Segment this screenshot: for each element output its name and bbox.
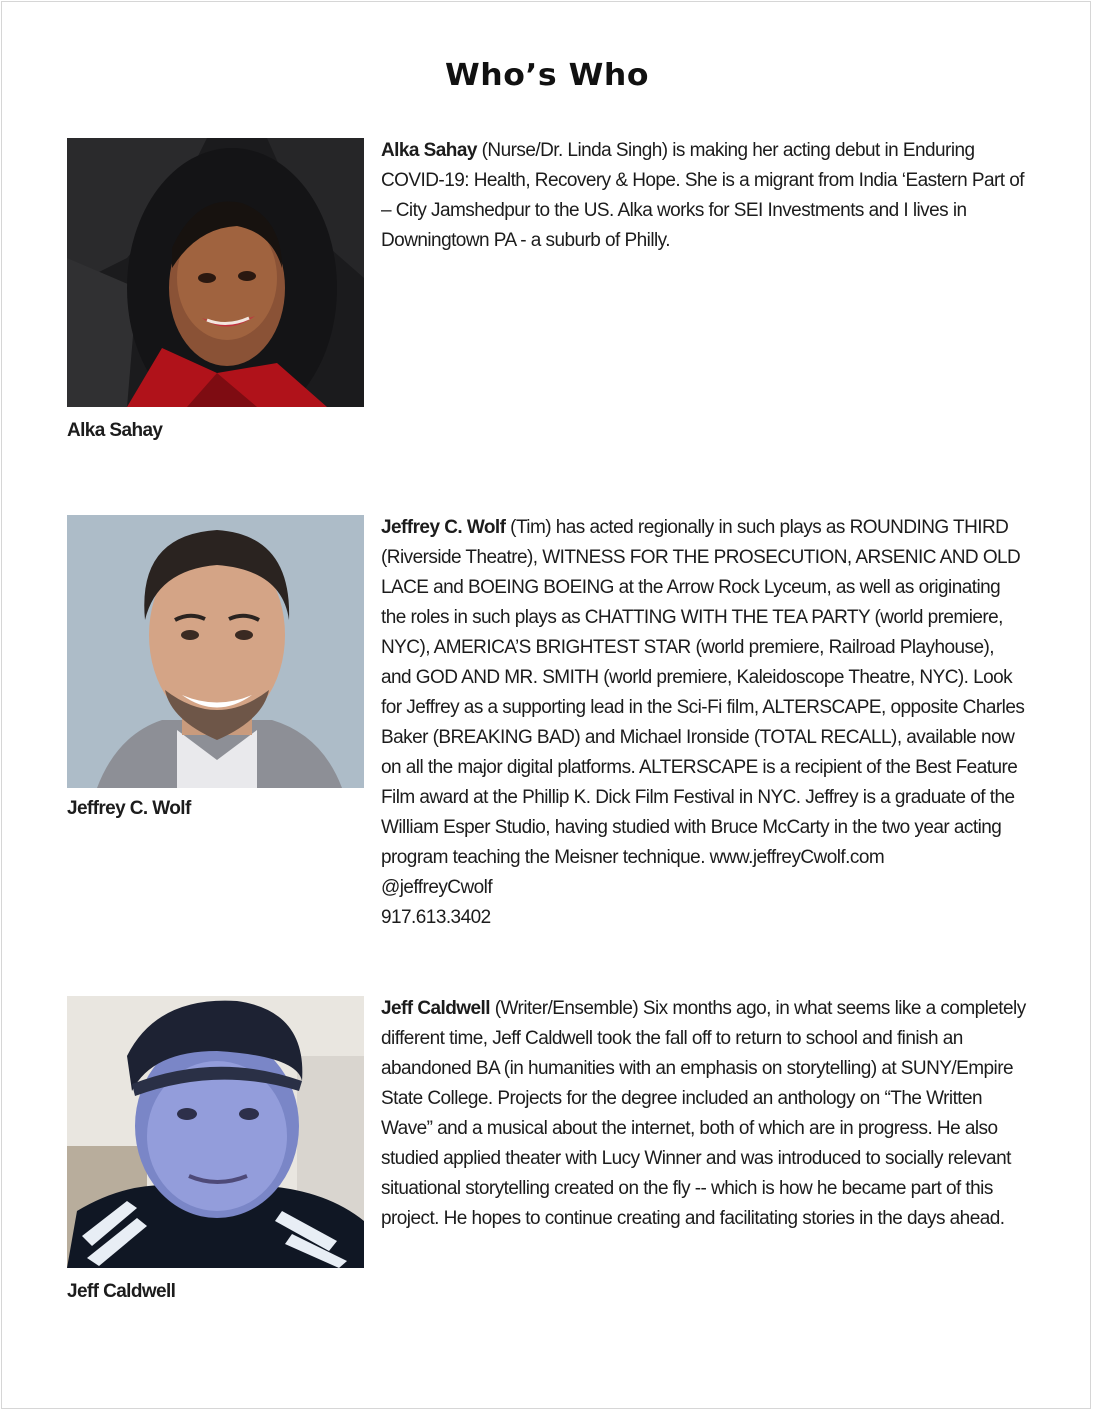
bio-text: (Tim) has acted regionally in such plays as ROUNDING THIRD (Riverside Theatre), WITNESS FOR THE PROSECUTION, ARSENIC AND OLD LACE and BOEING BOEING at the Arrow Rock Lyceum, as well as originating the roles in such plays as CHATTING WITH THE TEA PARTY (world premiere, NYC), AMERICA’S BRIGHTEST STAR (world premiere, Railroad Playhouse), and GOD AND MR. SMITH (world premiere, Kaleidoscope Theatre, NYC). Look for Jeffrey as a supporting lead in the Sci-Fi film, ALTERSCAPE, opposite Charles Baker (BREAKING BAD) and Michael Ironside (TOTAL RECALL), available now on all the major digital platforms. ALTERSCAPE is a recipient of the Best Feature Film award at the Phillip K. Dick Film Festival in NYC. Jeffrey is a graduate of the William Esper Studio, having studied with Bruce McCarty in the two year acting program teaching the Meisner technique. www.jeffreyCwolf.com	[381, 517, 1025, 868]
bio-alka-sahay	[381, 136, 1026, 256]
portrait-alka-sahay	[67, 138, 364, 407]
caption-jeffrey-c-wolf: Jeffrey C. Wolf	[67, 798, 191, 819]
photo-jeffrey-c-wolf	[67, 515, 364, 788]
portrait-jeff-caldwell	[67, 996, 364, 1268]
social-handle: @jeffreyCwolf	[381, 877, 493, 898]
bio-jeffrey-c-wolf	[381, 513, 1026, 933]
bio-name: Alka Sahay	[381, 140, 477, 161]
photo-jeff-caldwell	[67, 996, 364, 1268]
bio-name: Jeff Caldwell	[381, 998, 490, 1019]
phone-number: 917.613.3402	[381, 907, 491, 928]
profile-alka-sahay	[67, 138, 1037, 448]
caption-alka-sahay: Alka Sahay	[67, 420, 163, 441]
page-title: Who’s Who	[444, 58, 650, 93]
bio-text: (Nurse/Dr. Linda Singh) is making her acting debut in Enduring COVID-19: Health, Recovery & Hope. She is a migrant from India ‘Eastern Part of – City Jamshedpur to the US. Alka works for SEI Investments and I lives in Downingtown PA - a suburb of Philly.	[381, 140, 1024, 251]
bio-jeff-caldwell	[381, 994, 1026, 1234]
photo-alka-sahay	[67, 138, 364, 407]
bio-name: Jeffrey C. Wolf	[381, 517, 506, 538]
caption-jeff-caldwell: Jeff Caldwell	[67, 1281, 176, 1302]
bio-text: (Writer/Ensemble) Six months ago, in what seems like a completely different time, Jeff Caldwell took the fall off to return to school and finish an abandoned BA (in humanities with an emphasis on storytelling) at SUNY/Empire State College. Projects for the degree included an anthology on “The Written Wave” and a musical about the internet, both of which are in progress. He also studied applied theater with Lucy Winner and was introduced to socially relevant situational storytelling created on the fly -- which is how he became part of this project. He hopes to continue creating and facilitating stories in the days ahead.	[381, 998, 1026, 1229]
profile-jeff-caldwell	[67, 996, 1037, 1316]
profile-jeffrey-c-wolf	[67, 515, 1037, 935]
portrait-jeffrey-c-wolf	[67, 515, 364, 788]
